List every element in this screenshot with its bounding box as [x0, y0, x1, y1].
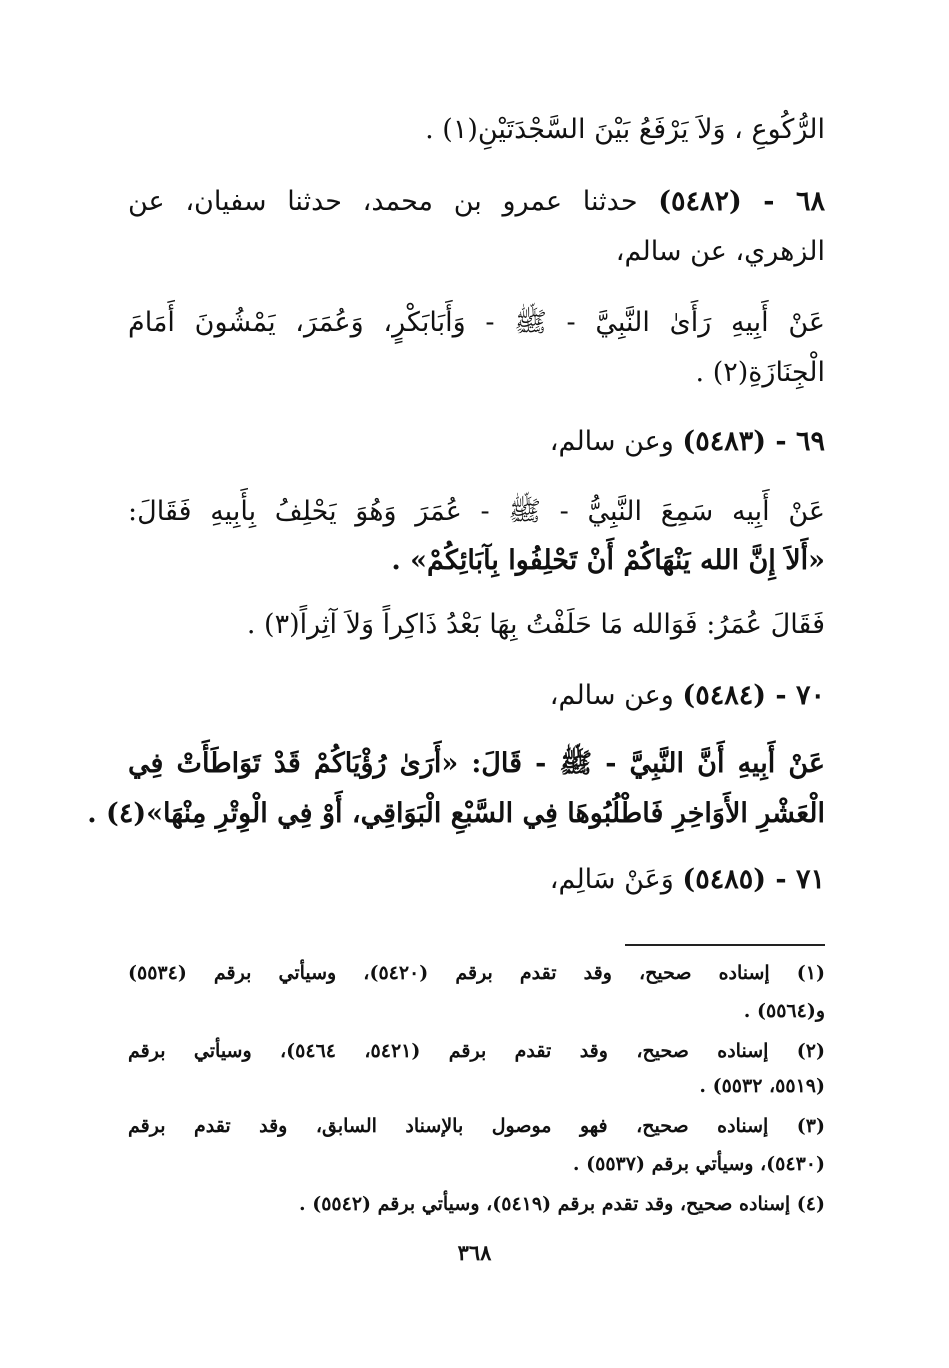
footnote-3: (٣) إسناده صحيح، فهو موصول بالإسناد السابق، وقد تقدم برقم: [128, 1115, 825, 1137]
hadith-text-line: عَنْ أَبِيهِ رَأَىٰ النَّبِيَّ - ﷺ - وَأَبَابَكْرٍ، وَعُمَرَ، يَمْشُونَ أَمَامَ: [128, 307, 825, 338]
hadith-70-header: [128, 676, 825, 716]
footnote-1-cont: و(٥٥٦٤) .: [743, 1000, 825, 1022]
footnote-1: (١) إسناده صحيح، وقد تقدم برقم (٥٤٢٠)، وسيأتي برقم (٥٥٣٤): [128, 962, 825, 984]
isnad-text: وَعَنْ سَالِم،: [549, 864, 674, 895]
hadith-number: ٦٨ - (٥٤٨٢): [658, 186, 825, 217]
hadith-text-line: عَنْ أَبِيه سَمِعَ النَّبِيُّ - ﷺ - عُمَرَ وَهُوَ يَحْلِفُ بِأَبِيهِ فَقَالَ:: [128, 496, 825, 527]
text-line: الرُّكُوعِ ، وَلاَ يَرْفَعُ بَيْنَ السَّجْدَتَيْنِ(١) .: [425, 114, 825, 145]
prophet-speech-line: «أَلاَ إِنَّ الله يَنْهَاكُمْ أَنْ تَحْلِفُوا بِآبَائِكُمْ» .: [391, 545, 825, 576]
hadith-text-line: الْعَشْرِ الأَوَاخِرِ فَاطْلُبُوهَا فِي السَّبْعِ الْبَوَاقِي، أَوْ فِي الْوِتْرِ مِنْهَا»(٤) .: [87, 798, 825, 829]
footnote-4: (٤) إسناده صحيح، وقد تقدم برقم (٥٤١٩)، وسيأتي برقم (٥٥٤٢) .: [298, 1193, 825, 1215]
footnote-separator: [625, 944, 825, 946]
hadith-number: ٦٩ - (٥٤٨٣): [682, 426, 825, 457]
hadith-text-line: فَقَالَ عُمَرُ: فَوَالله مَا حَلَفْتُ بِهَا بَعْدُ ذَاكِراً وَلاَ آثِراً(٣) .: [246, 609, 825, 640]
hadith-69-header: [128, 422, 825, 462]
hadith-71-header: [128, 860, 825, 900]
isnad-text: وعن سالم،: [549, 426, 674, 457]
isnad-text: وعن سالم،: [549, 680, 674, 711]
hadith-68-header: [128, 182, 825, 222]
page-number: ٣٦٨: [457, 1240, 492, 1265]
hadith-number: ٧١ - (٥٤٨٥): [682, 864, 825, 895]
hadith-number: ٧٠ - (٥٤٨٤): [682, 680, 825, 711]
isnad-line: الزهري، عن سالم،: [615, 236, 825, 267]
hadith-text-line: الْجِنَازَةِ(٢) .: [695, 357, 825, 388]
hadith-text-line: عَنْ أَبِيهِ أَنَّ النَّبِيَّ - ﷺ - قَالَ: «أَرَىٰ رُؤْيَاكُمْ قَدْ تَوَاطَأَتْ فِي: [128, 748, 825, 779]
isnad-text: حدثنا عمرو بن محمد، حدثنا سفيان، عن: [128, 186, 638, 217]
footnote-2-cont: (٥٥١٩، ٥٥٣٢) .: [699, 1075, 825, 1097]
footnote-3-cont: (٥٤٣٠)، وسيأتي برقم (٥٥٣٧) .: [572, 1153, 825, 1175]
footnote-2: (٢) إسناده صحيح، وقد تقدم برقم (٥٤٢١، ٥٤٦٤)، وسيأتي برقم: [128, 1040, 826, 1062]
